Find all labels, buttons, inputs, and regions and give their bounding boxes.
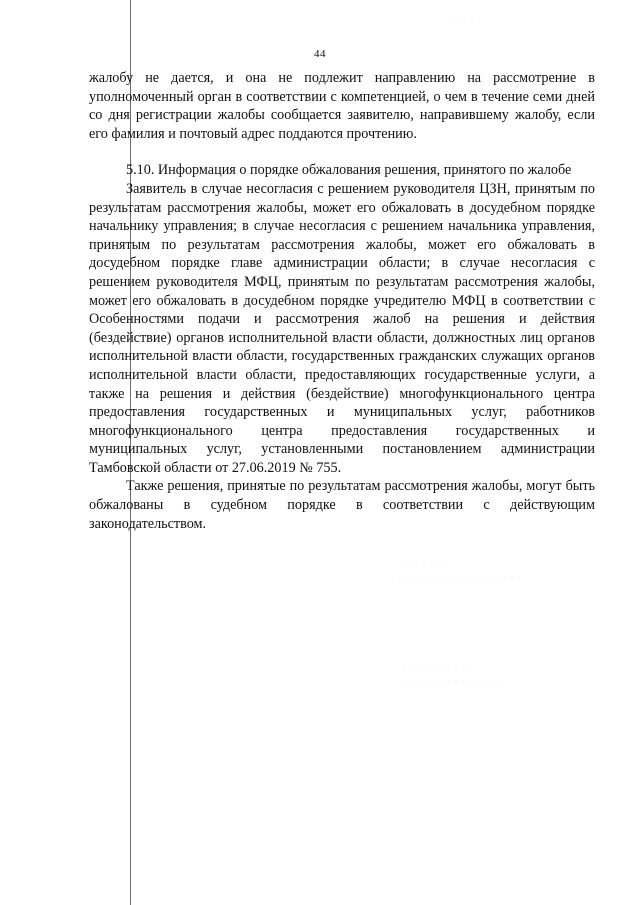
paragraph-appeal-procedure: Заявитель в случае несогласия с решением руководителя ЦЗН, принятым по результатам рассмотрения жалобы, может его обжаловать в досудебном порядке начальнику управления; в случае несогласия с решением начальника управления, принятым по результатам рассмотрения жалобы, может его обжаловать в досудебном порядке главе администрации области; в случае несогласия с решением руководителя МФЦ, принятым по результатам рассмотрения жалобы, может его обжаловать в досудебном порядке учредителю МФЦ в соответствии с Особенностями подачи и рассмотрения жалоб на решения и действия (бездействие) органов исполнительной власти области, должностных лиц органов исполнительной власти области, государственных гражданских служащих органов исполнительной власти области, предоставляющих государственные услуги, а также на решения и действия (бездействие) многофункционального центра предоставления государственных и муниципальных услуг, работников многофункционального центра предоставления государственных и муниципальных услуг, установленными постановлением администрации Тамбовской области от 27.06.2019 № 755.	[89, 180, 595, 476]
bleed-through-text: · · · · · · · · · · · · · ·	[402, 676, 504, 686]
bleed-through-text: · · · · ·	[448, 15, 482, 25]
paragraph-judicial-appeal: Также решения, принятые по результатам рассмотрения жалобы, могут быть обжалованы в судебном порядке в соответствии с действующим законодательством.	[89, 478, 595, 532]
paragraph-continuation: жалобу не дается, и она не подлежит направлению на рассмотрение в уполномоченный орган в соответствии с компетенцией, о чем в течение семи дней со дня регистрации жалобы сообщается заявителю, направившему жалобу, если его фамилия и почтовый адрес поддаются прочтению.	[89, 70, 595, 142]
bleed-through-text: · · · · · · · · · ·	[402, 664, 474, 674]
page-number: 44	[314, 48, 326, 60]
section-heading: 5.10. Информация о порядке обжалования решения, принятого по жалобе	[126, 162, 572, 179]
bleed-through-text: · · · · · · ·	[400, 560, 449, 570]
paragraph-spacer	[89, 143, 595, 161]
document-body	[89, 69, 595, 533]
bleed-through-text: · · · · · · · · · · · · · · · · ·	[398, 572, 522, 582]
